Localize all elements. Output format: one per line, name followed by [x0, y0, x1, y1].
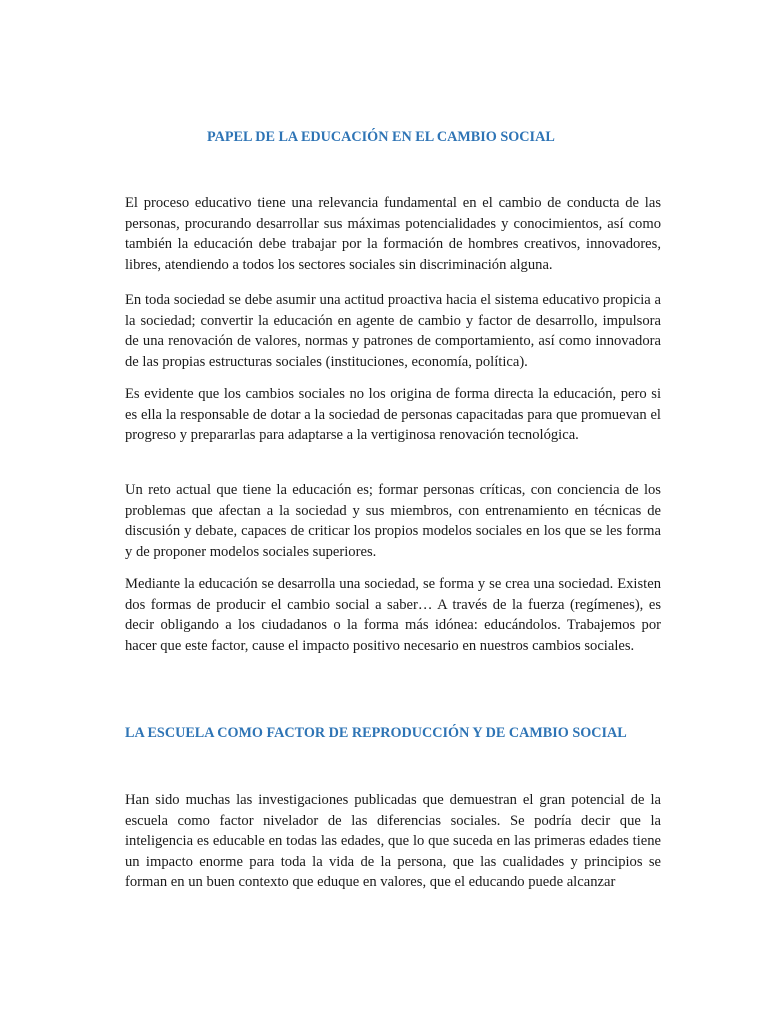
- paragraph-reto-actual: Un reto actual que tiene la educación es; formar personas críticas, con conciencia de los problemas que afectan a la sociedad y sus miembros, con entrenamiento en técnicas de discusión y debate, capaces de criticar los propios modelos sociales en los que se les forma y de proponer modelos sociales superiores.: [125, 482, 661, 560]
- section-title-escuela-factor: LA ESCUELA COMO FACTOR DE REPRODUCCIÓN Y DE CAMBIO SOCIAL: [125, 725, 627, 741]
- paragraph-cambios-sociales: Es evidente que los cambios sociales no los origina de forma directa la educación, pero si es ella la responsable de dotar a la sociedad de personas capacitadas para que promuevan el progreso y prepararlas para adaptarse a la vertiginosa renovación tecnológica.: [125, 386, 661, 444]
- paragraph-toda-sociedad: En toda sociedad se debe asumir una actitud proactiva hacia el sistema educativo propicia a la sociedad; convertir la educación en agente de cambio y factor de desarrollo, impulsora de una renovación de valores, normas y patrones de comportamiento, así como innovadora de las propias estructuras sociales (instituciones, economía, política).: [125, 292, 661, 370]
- paragraph-mediante-educacion: Mediante la educación se desarrolla una sociedad, se forma y se crea una sociedad. Existen dos formas de producir el cambio social a saber… A través de la fuerza (regímenes), es decir obligando a los ciudadanos o la forma más idónea: educándolos. Trabajemos por hacer que este factor, cause el impacto positivo necesario en nuestros cambios sociales.: [125, 576, 661, 654]
- paragraph-proceso-educativo: El proceso educativo tiene una relevancia fundamental en el cambio de conducta de las personas, procurando desarrollar sus máximas potencialidades y conocimientos, así como también la educación debe trabajar por la formación de hombres creativos, innovadores, libres, atendiendo a todos los sectores sociales sin discriminación alguna.: [125, 195, 661, 273]
- paragraph-investigaciones: Han sido muchas las investigaciones publicadas que demuestran el gran potencial de la escuela como factor nivelador de las diferencias sociales. Se podría decir que la inteligencia es educable en todas las edades, que lo que suceda en las primeras edades tiene un impacto enorme para toda la vida de la persona, que las cualidades y principios se forman en un buen contexto que eduque en valores, que el educando puede alcanzar: [125, 792, 661, 891]
- section-title-papel-educacion: PAPEL DE LA EDUCACIÓN EN EL CAMBIO SOCIAL: [207, 129, 555, 145]
